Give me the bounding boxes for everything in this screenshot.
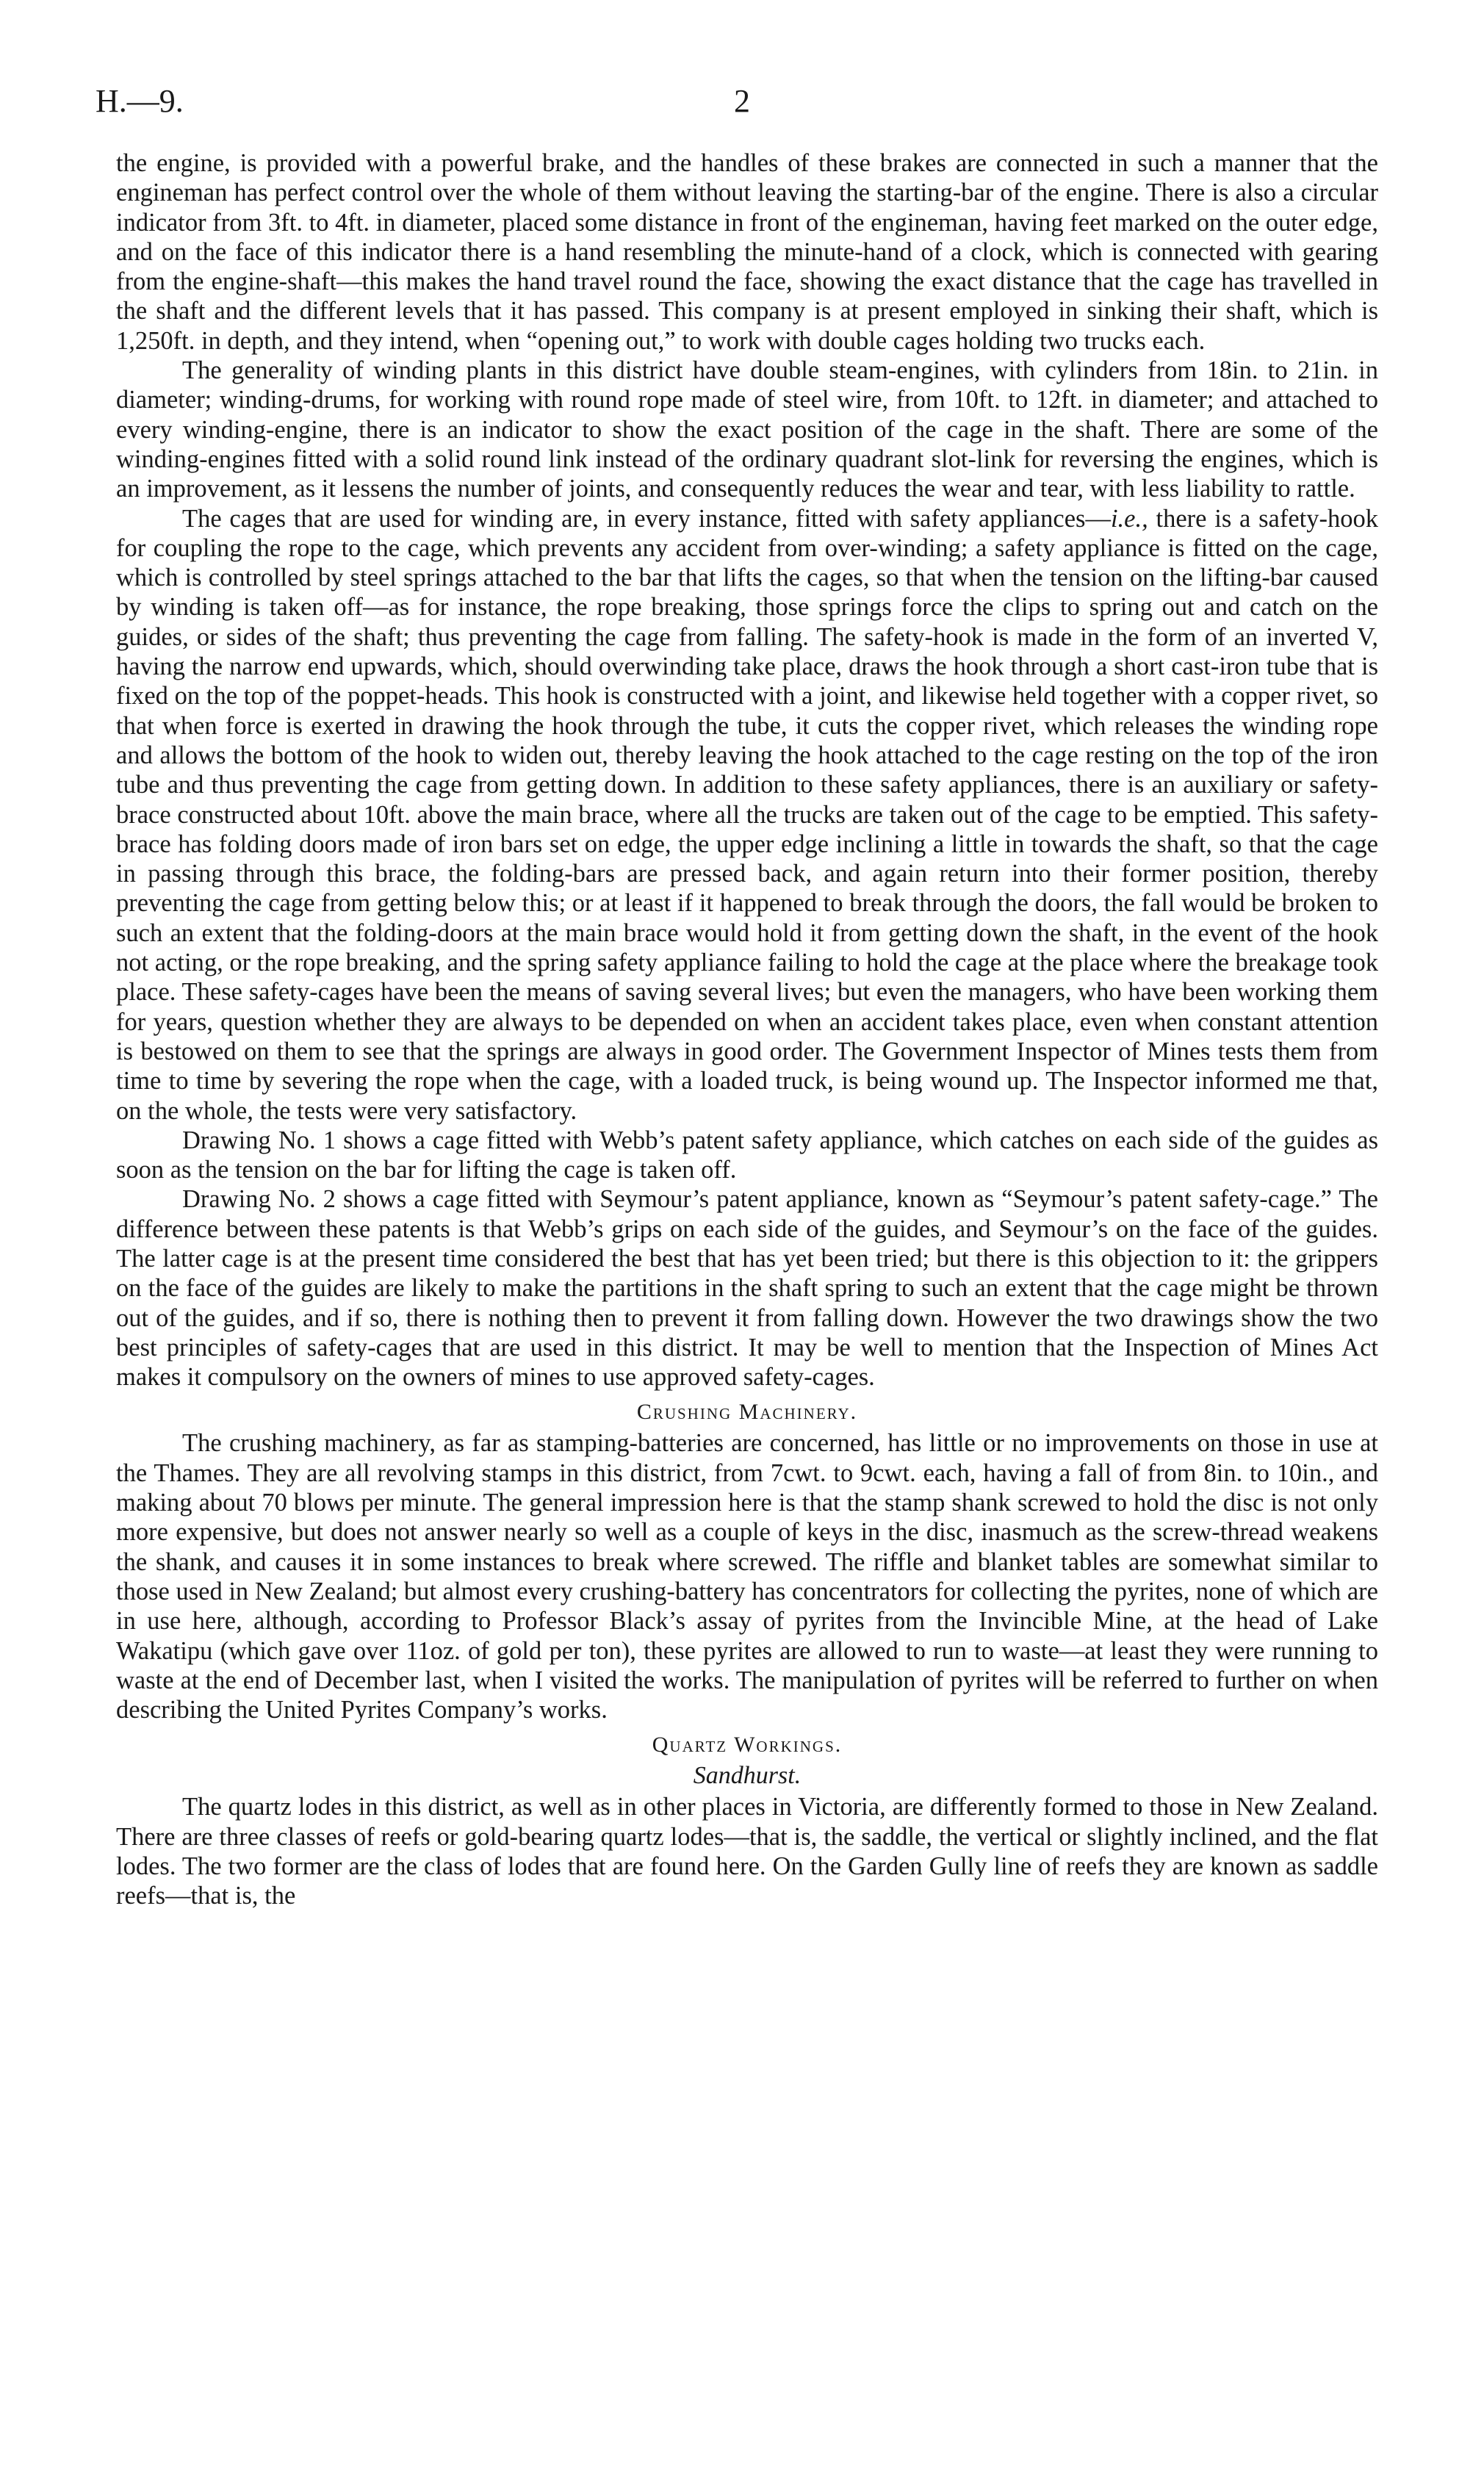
subheading-sandhurst: Sandhurst.	[693, 1762, 802, 1790]
section-heading-crushing-machinery: Crushing Machinery.	[636, 1400, 858, 1425]
paragraph-quartz-lodes: The quartz lodes in this district, as well as in other places in Victoria, are differently formed to those in New Zealand. There are three classes of reefs or gold-bearing quartz lodes—that is, the saddle, the vertical or slightly inclined, and the flat lodes. The two former are the class of lodes that are found here. On the Garden Gully line of reefs they are known as saddle reefs—that is, the	[116, 1793, 1378, 1910]
paragraph-safety-cages	[116, 504, 1378, 1126]
page-number: 2	[734, 83, 750, 119]
paragraph-drawing-2: Drawing No. 2 shows a cage fitted with Seymour’s patent appliance, known as “Seymour’s patent safety-cage.” The difference between these patents is that Webb’s grips on each side of the guides, and Seymour’s on the face of the guides. The latter cage is at the present time considered the best that has yet been tried; but there is this objection to it: the grippers on the face of the guides are likely to make the partitions in the shaft spring to such an extent that the cage might be thrown out of the guides, and if so, there is nothing then to prevent it from falling down. However the two drawings show the two best principles of safety-cages that are used in this district. It may be well to mention that the Inspection of Mines Act makes it compulsory on the owners of mines to use approved safety-cages.	[116, 1185, 1378, 1392]
paragraph-crushing-machinery: The crushing machinery, as far as stamping-batteries are concerned, has little or no improvements on those in use at the Thames. They are all revolving stamps in this district, from 7cwt. to 9cwt. each, having a fall of from 8in. to 10in., and making about 70 blows per minute. The general impression here is that the stamp shank screwed to hold the disc is not only more expensive, but does not answer nearly so well as a couple of keys in the disc, inasmuch as the screw-thread weakens the shank, and causes it in some instances to break where screwed. The riffle and blanket tables are somewhat similar to those used in New Zealand; but almost every crushing-battery has concentrators for collecting the pyrites, none of which are in use here, although, according to Professor Black’s assay of pyrites from the Invincible Mine, at the head of Lake Wakatipu (which gave over 11oz. of gold per ton), these pyrites are allowed to run to waste—at least they were running to waste at the end of December last, when I visited the works. The manipulation of pyrites will be referred to further on when describing the United Pyrites Company’s works.	[116, 1429, 1378, 1724]
section-heading-quartz-workings: Quartz Workings.	[652, 1733, 843, 1758]
page-body	[116, 148, 1378, 1911]
paragraph-winding-engine-continued: the engine, is provided with a powerful brake, and the handles of these brakes are connected in such a manner that the engineman has perfect control over the whole of them without leaving the starting-bar of the engine. There is also a circular indicator from 3ft. to 4ft. in diameter, placed some distance in front of the engineman, having feet marked on the outer edge, and on the face of this indicator there is a hand resembling the minute-hand of a clock, which is connected with gearing from the engine-shaft—this makes the hand travel round the face, showing the exact distance that the cage has travelled in the shaft and the different levels that it has passed. This company is at present employed in sinking their shaft, which is 1,250ft. in depth, and they intend, when “opening out,” to work with double cages holding two trucks each.	[116, 149, 1378, 355]
paragraph-safety-cages-start: The cages that are used for winding are, in every instance, fitted with safety appliances—	[182, 504, 1111, 533]
paragraph-safety-cages-ie: i.e.,	[1110, 504, 1148, 533]
paragraph-winding-plants: The generality of winding plants in this district have double steam-engines, with cylinders from 18in. to 21in. in diameter; winding-drums, for working with round rope made of steel wire, from 10ft. to 12ft. in diameter; and attached to every winding-engine, there is an indicator to show the exact position of the cage in the shaft. There are some of the winding-engines fitted with a solid round link instead of the ordinary quadrant slot-link for reversing the engines, which is an improvement, as it lessens the number of joints, and consequently reduces the wear and tear, with less liability to rattle.	[116, 356, 1378, 503]
paragraph-safety-cages-rest: there is a safety-hook for coupling the rope to the cage, which prevents any accident from over-winding; a safety appliance is fitted on the cage, which is controlled by steel springs attached to the bar that lifts the cages, so that when the tension on the lifting-bar caused by winding is taken off—as for instance, the rope breaking, those springs force the clips to spring out and catch on the guides, or sides of the shaft; thus preventing the cage from falling. The safety-hook is made in the form of an inverted V, having the narrow end upwards, which, should overwinding take place, draws the hook through a short cast-iron tube that is fixed on the top of the poppet-heads. This hook is constructed with a joint, and likewise held together with a copper rivet, so that when force is exerted in drawing the hook through the tube, it cuts the copper rivet, which releases the winding rope and allows the bottom of the hook to widen out, thereby leaving the hook attached to the cage resting on the top of the iron tube and thus preventing the cage from getting down. In addition to these safety appliances, there is an auxiliary or safety-brace constructed about 10ft. above the main brace, where all the trucks are taken out of the cage to be emptied. This safety-brace has folding doors made of iron bars set on edge, the upper edge inclining a little in towards the shaft, so that the cage in passing through this brace, the folding-bars are pressed back, and again return into their former position, thereby preventing the cage from getting below this; or at least if it happened to break through the doors, the fall would be broken to such an extent that the folding-doors at the main brace would hold it from getting down the shaft, in the event of the hook not acting, or the rope breaking, and the spring safety appliance failing to hold the cage at the place where the breakage took place. These safety-cages have been the means of saving several lives; but even the managers, who have been working them for years, question whether they are always to be depended on when an accident takes place, even when constant attention is bestowed on them to see that the springs are always in good order. The Government Inspector of Mines tests them from time to time by severing the rope when the cage, with a loaded truck, is being wound up. The Inspector informed me that, on the whole, the tests were very satisfactory.	[116, 504, 1378, 1125]
document-reference: H.—9.	[96, 83, 184, 119]
page-header	[96, 82, 1388, 126]
paragraph-drawing-1: Drawing No. 1 shows a cage fitted with Webb’s patent safety appliance, which catches on each side of the guides as soon as the tension on the bar for lifting the cage is taken off.	[116, 1126, 1378, 1184]
